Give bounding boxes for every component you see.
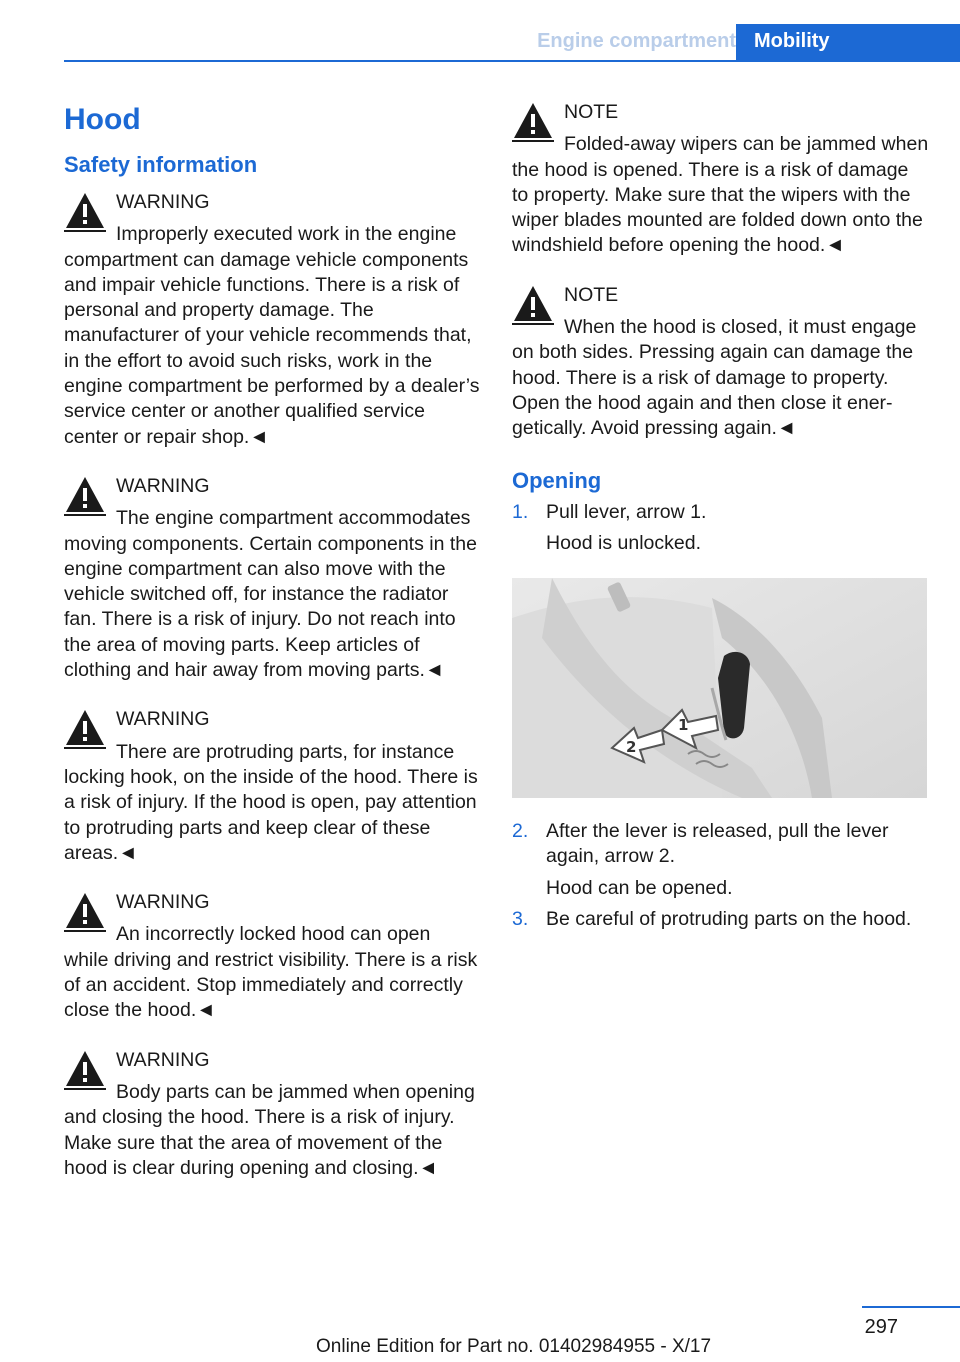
- warning-triangle-icon: [64, 1048, 106, 1090]
- notice-label: WARNING: [116, 891, 210, 914]
- notice-label: NOTE: [564, 283, 619, 306]
- notice-text: When the hood is closed, it must engage on both sides. Pressing again can damage the hood. There is a risk of damage to property. Open the hood again and then close it energetically. Avoid pressing again.◄: [512, 316, 917, 440]
- page-title: Hood: [64, 103, 141, 136]
- right-column: [512, 100, 930, 938]
- step-result: Hood can be opened.: [546, 876, 733, 899]
- step-text: Pull lever, arrow 1.: [546, 500, 707, 523]
- notice-text: There are protruding parts, for instance locking hook, on the inside of the hood. There is a risk of injury. If the hood is open, pay attention to protruding parts and keep clear of these areas.◄: [64, 740, 478, 864]
- section-heading: Opening: [512, 467, 602, 493]
- notice-label: WARNING: [116, 708, 210, 731]
- notice-label: WARNING: [116, 474, 210, 497]
- arrow-label: 1: [678, 716, 689, 735]
- header-rule: [64, 60, 960, 62]
- notice-text: Folded-away wipers can be jammed when the hood is opened. There is a risk of damage to property. Make sure that the wipers with the wiper blades mounted are folded down onto the windshield before opening the hood.◄: [512, 133, 929, 257]
- notice-text: Body parts can be jammed when opening and closing the hood. There is a risk of injury. Make sure that the area of movement of the hood is clear during opening and closing.◄: [64, 1080, 475, 1179]
- warning-notice: [64, 190, 480, 450]
- warning-notice: [64, 890, 480, 1023]
- notice-label: NOTE: [564, 101, 619, 123]
- warning-triangle-icon: [64, 474, 106, 516]
- warning-triangle-icon: [64, 190, 106, 232]
- step-item: [512, 819, 930, 901]
- step-item: [512, 907, 930, 932]
- notice-label: WARNING: [116, 1048, 210, 1071]
- step-number: 3.: [512, 908, 529, 931]
- notice-text: The engine compartment accommodates moving components. Certain components in the engine compartment can also move with the vehicle switched off, for instance the radiator fan. There is a risk of injury. Do not reach into the area of moving parts. Keep articles of clothing and hair away from moving parts.◄: [64, 507, 477, 682]
- warning-triangle-icon: [512, 100, 554, 142]
- notice-label: WARNING: [116, 191, 210, 213]
- left-column: [64, 100, 480, 1205]
- step-text: After the lever is released, pull the lever again, arrow 2.: [546, 820, 889, 868]
- note-notice: [512, 283, 930, 442]
- hood-release-lever-photo: [512, 578, 927, 798]
- warning-triangle-icon: [64, 707, 106, 749]
- section-title: Engine compartment: [537, 30, 736, 52]
- step-item: [512, 500, 930, 557]
- warning-triangle-icon: [64, 890, 106, 932]
- edition-note: Online Edition for Part no. 01402984955 - X/17: [316, 1336, 712, 1357]
- notice-text: An incorrectly locked hood can open while driving and restrict visibility. There is a risk of an accident. Stop immediately and correctly close the hood.◄: [64, 923, 478, 1022]
- notice-text: Improperly executed work in the engine compartment can damage vehicle components and impair vehicle functions. There is a risk of personal and property damage. The manufacturer of your vehicle recommends that, in the effort to avoid such risks, work in the engine compartment be performed by a dealer’s service center or another qualified service center or repair shop.◄: [64, 223, 480, 448]
- step-number: 2.: [512, 820, 529, 843]
- step-result: Hood is unlocked.: [546, 531, 702, 554]
- section-heading: Safety information: [64, 152, 258, 177]
- step-text: Be careful of protruding parts on the hood.: [546, 908, 912, 931]
- page-header: [0, 24, 960, 62]
- warning-notice: [64, 1048, 480, 1181]
- warning-notice: [64, 474, 480, 683]
- warning-notice: [64, 707, 480, 866]
- arrow-label: 2: [626, 738, 637, 757]
- page-number: 297: [864, 1316, 898, 1338]
- footer-rule: [862, 1306, 960, 1308]
- step-number: 1.: [512, 500, 529, 523]
- note-notice: [512, 100, 930, 259]
- warning-triangle-icon: [512, 283, 554, 325]
- chapter-tab: Mobility: [736, 24, 960, 62]
